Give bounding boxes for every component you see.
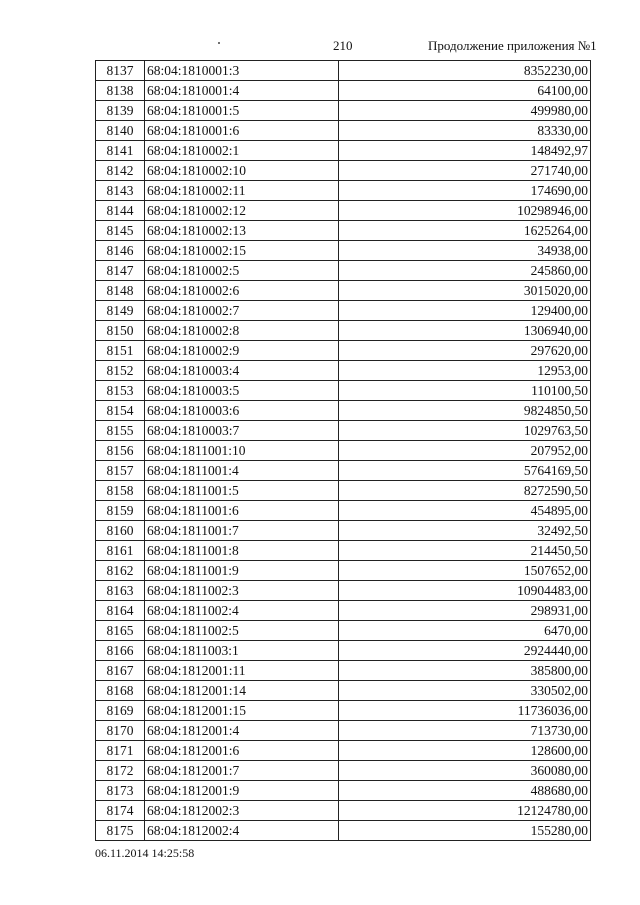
- cadastral-number-cell: 68:04:1810001:4: [145, 81, 339, 101]
- table-row: [96, 501, 591, 521]
- cadastral-value-cell: 207952,00: [339, 441, 591, 461]
- cadastral-value-cell: 12953,00: [339, 361, 591, 381]
- row-number-cell: 8145: [96, 221, 145, 241]
- table-row: [96, 301, 591, 321]
- row-number-cell: 8142: [96, 161, 145, 181]
- table-row: [96, 401, 591, 421]
- table-row: [96, 341, 591, 361]
- cadastral-number-cell: 68:04:1810002:15: [145, 241, 339, 261]
- table-row: [96, 761, 591, 781]
- row-number-cell: 8173: [96, 781, 145, 801]
- cadastral-value-cell: 1029763,50: [339, 421, 591, 441]
- table-row: [96, 421, 591, 441]
- table-row: [96, 221, 591, 241]
- row-number-cell: 8160: [96, 521, 145, 541]
- cadastral-value-cell: 298931,00: [339, 601, 591, 621]
- table-row: [96, 201, 591, 221]
- cadastral-number-cell: 68:04:1812001:9: [145, 781, 339, 801]
- cadastral-number-cell: 68:04:1812001:4: [145, 721, 339, 741]
- table-row: [96, 121, 591, 141]
- cadastral-value-cell: 330502,00: [339, 681, 591, 701]
- cadastral-number-cell: 68:04:1810002:10: [145, 161, 339, 181]
- row-number-cell: 8166: [96, 641, 145, 661]
- cadastral-number-cell: 68:04:1811001:4: [145, 461, 339, 481]
- cadastral-value-table: [95, 60, 591, 841]
- cadastral-number-cell: 68:04:1811001:8: [145, 541, 339, 561]
- row-number-cell: 8154: [96, 401, 145, 421]
- cadastral-number-cell: 68:04:1810002:12: [145, 201, 339, 221]
- row-number-cell: 8146: [96, 241, 145, 261]
- cadastral-number-cell: 68:04:1810002:6: [145, 281, 339, 301]
- cadastral-value-cell: 454895,00: [339, 501, 591, 521]
- table-row: [96, 281, 591, 301]
- cadastral-value-cell: 11736036,00: [339, 701, 591, 721]
- cadastral-number-cell: 68:04:1810003:7: [145, 421, 339, 441]
- table-row: [96, 141, 591, 161]
- cadastral-value-cell: 129400,00: [339, 301, 591, 321]
- cadastral-number-cell: 68:04:1811002:5: [145, 621, 339, 641]
- print-timestamp: 06.11.2014 14:25:58: [95, 846, 195, 860]
- table-row: [96, 641, 591, 661]
- table-row: [96, 381, 591, 401]
- row-number-cell: 8147: [96, 261, 145, 281]
- table-row: [96, 481, 591, 501]
- cadastral-value-cell: 12124780,00: [339, 801, 591, 821]
- cadastral-number-cell: 68:04:1810002:8: [145, 321, 339, 341]
- cadastral-number-cell: 68:04:1810003:4: [145, 361, 339, 381]
- cadastral-value-cell: 713730,00: [339, 721, 591, 741]
- cadastral-value-cell: 360080,00: [339, 761, 591, 781]
- row-number-cell: 8139: [96, 101, 145, 121]
- cadastral-value-cell: 34938,00: [339, 241, 591, 261]
- row-number-cell: 8153: [96, 381, 145, 401]
- table-body: [96, 61, 591, 841]
- cadastral-value-cell: 1625264,00: [339, 221, 591, 241]
- cadastral-number-cell: 68:04:1812002:3: [145, 801, 339, 821]
- cadastral-value-cell: 1306940,00: [339, 321, 591, 341]
- cadastral-number-cell: 68:04:1811003:1: [145, 641, 339, 661]
- row-number-cell: 8144: [96, 201, 145, 221]
- cadastral-value-cell: 488680,00: [339, 781, 591, 801]
- cadastral-value-cell: 8352230,00: [339, 61, 591, 81]
- cadastral-value-cell: 271740,00: [339, 161, 591, 181]
- row-number-cell: 8158: [96, 481, 145, 501]
- row-number-cell: 8138: [96, 81, 145, 101]
- table-row: [96, 561, 591, 581]
- cadastral-number-cell: 68:04:1812001:15: [145, 701, 339, 721]
- row-number-cell: 8141: [96, 141, 145, 161]
- row-number-cell: 8151: [96, 341, 145, 361]
- cadastral-number-cell: 68:04:1812001:11: [145, 661, 339, 681]
- cadastral-value-cell: 174690,00: [339, 181, 591, 201]
- row-number-cell: 8137: [96, 61, 145, 81]
- row-number-cell: 8149: [96, 301, 145, 321]
- cadastral-number-cell: 68:04:1810002:1: [145, 141, 339, 161]
- row-number-cell: 8140: [96, 121, 145, 141]
- cadastral-value-cell: 128600,00: [339, 741, 591, 761]
- cadastral-value-cell: 32492,50: [339, 521, 591, 541]
- table-row: [96, 61, 591, 81]
- row-number-cell: 8165: [96, 621, 145, 641]
- table-row: [96, 541, 591, 561]
- cadastral-number-cell: 68:04:1810003:6: [145, 401, 339, 421]
- row-number-cell: 8156: [96, 441, 145, 461]
- row-number-cell: 8164: [96, 601, 145, 621]
- cadastral-value-cell: 1507652,00: [339, 561, 591, 581]
- cadastral-number-cell: 68:04:1810002:11: [145, 181, 339, 201]
- row-number-cell: 8169: [96, 701, 145, 721]
- cadastral-value-cell: 5764169,50: [339, 461, 591, 481]
- cadastral-number-cell: 68:04:1811001:9: [145, 561, 339, 581]
- table-row: [96, 461, 591, 481]
- table-row: [96, 701, 591, 721]
- table-row: [96, 821, 591, 841]
- cadastral-number-cell: 68:04:1810002:5: [145, 261, 339, 281]
- table-row: [96, 361, 591, 381]
- row-number-cell: 8171: [96, 741, 145, 761]
- row-number-cell: 8170: [96, 721, 145, 741]
- cadastral-value-cell: 6470,00: [339, 621, 591, 641]
- cadastral-value-cell: 214450,50: [339, 541, 591, 561]
- cadastral-number-cell: 68:04:1812002:4: [145, 821, 339, 841]
- cadastral-value-cell: 110100,50: [339, 381, 591, 401]
- row-number-cell: 8152: [96, 361, 145, 381]
- row-number-cell: 8172: [96, 761, 145, 781]
- cadastral-value-cell: 83330,00: [339, 121, 591, 141]
- row-number-cell: 8155: [96, 421, 145, 441]
- row-number-cell: 8143: [96, 181, 145, 201]
- row-number-cell: 8163: [96, 581, 145, 601]
- row-number-cell: 8159: [96, 501, 145, 521]
- cadastral-value-cell: 245860,00: [339, 261, 591, 281]
- table-row: [96, 261, 591, 281]
- page-number: 210: [333, 38, 353, 53]
- table-row: [96, 321, 591, 341]
- cadastral-number-cell: 68:04:1812001:6: [145, 741, 339, 761]
- cadastral-number-cell: 68:04:1811002:3: [145, 581, 339, 601]
- appendix-continuation-title: Продолжение приложения №1: [428, 38, 597, 53]
- cadastral-number-cell: 68:04:1810002:13: [145, 221, 339, 241]
- row-number-cell: 8150: [96, 321, 145, 341]
- row-number-cell: 8168: [96, 681, 145, 701]
- table-row: [96, 581, 591, 601]
- cadastral-value-cell: 148492,97: [339, 141, 591, 161]
- cadastral-number-cell: 68:04:1810001:6: [145, 121, 339, 141]
- cadastral-number-cell: 68:04:1810002:9: [145, 341, 339, 361]
- row-number-cell: 8161: [96, 541, 145, 561]
- row-number-cell: 8167: [96, 661, 145, 681]
- cadastral-number-cell: 68:04:1810002:7: [145, 301, 339, 321]
- table-row: [96, 681, 591, 701]
- cadastral-value-cell: 385800,00: [339, 661, 591, 681]
- cadastral-number-cell: 68:04:1811001:5: [145, 481, 339, 501]
- table-row: [96, 161, 591, 181]
- cadastral-value-cell: 3015020,00: [339, 281, 591, 301]
- cadastral-value-cell: 9824850,50: [339, 401, 591, 421]
- scan-speck: [218, 42, 220, 44]
- table-row: [96, 781, 591, 801]
- cadastral-number-cell: 68:04:1811001:6: [145, 501, 339, 521]
- table-row: [96, 661, 591, 681]
- cadastral-number-cell: 68:04:1810001:3: [145, 61, 339, 81]
- table-row: [96, 241, 591, 261]
- table-row: [96, 521, 591, 541]
- cadastral-number-cell: 68:04:1810001:5: [145, 101, 339, 121]
- row-number-cell: 8162: [96, 561, 145, 581]
- row-number-cell: 8174: [96, 801, 145, 821]
- cadastral-value-cell: 10904483,00: [339, 581, 591, 601]
- cadastral-value-cell: 10298946,00: [339, 201, 591, 221]
- table-row: [96, 721, 591, 741]
- cadastral-number-cell: 68:04:1810003:5: [145, 381, 339, 401]
- table-row: [96, 601, 591, 621]
- table-row: [96, 101, 591, 121]
- table-row: [96, 621, 591, 641]
- table-row: [96, 181, 591, 201]
- cadastral-value-cell: 64100,00: [339, 81, 591, 101]
- cadastral-number-cell: 68:04:1811001:10: [145, 441, 339, 461]
- cadastral-value-cell: 297620,00: [339, 341, 591, 361]
- cadastral-number-cell: 68:04:1812001:14: [145, 681, 339, 701]
- cadastral-value-cell: 499980,00: [339, 101, 591, 121]
- cadastral-value-cell: 2924440,00: [339, 641, 591, 661]
- row-number-cell: 8148: [96, 281, 145, 301]
- cadastral-value-cell: 155280,00: [339, 821, 591, 841]
- cadastral-number-cell: 68:04:1811002:4: [145, 601, 339, 621]
- row-number-cell: 8175: [96, 821, 145, 841]
- table-row: [96, 81, 591, 101]
- cadastral-value-cell: 8272590,50: [339, 481, 591, 501]
- cadastral-number-cell: 68:04:1812001:7: [145, 761, 339, 781]
- table-row: [96, 441, 591, 461]
- table-row: [96, 741, 591, 761]
- row-number-cell: 8157: [96, 461, 145, 481]
- cadastral-number-cell: 68:04:1811001:7: [145, 521, 339, 541]
- table-row: [96, 801, 591, 821]
